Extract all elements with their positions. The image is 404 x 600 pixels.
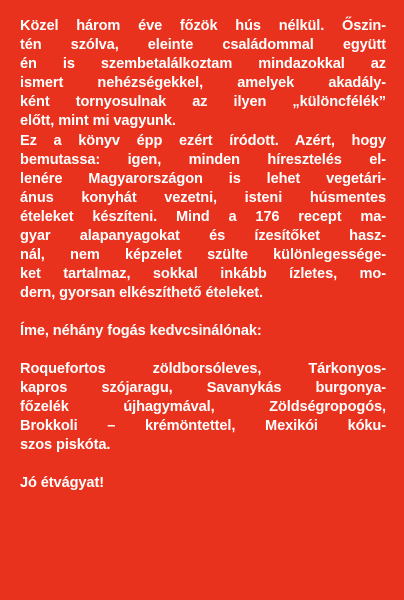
text-line: előtt, mint mi vagyunk. bbox=[20, 113, 176, 129]
text-line: főzelék újhagymával, Zöldségropogós, bbox=[20, 399, 386, 415]
text-line: nál, nem képzelet szülte különlegessége- bbox=[20, 247, 386, 263]
text-line: dern, gyorsan elkészíthető ételeket. bbox=[20, 285, 263, 301]
text-line: Brokkoli – krémöntettel, Mexikói kóku- bbox=[20, 418, 386, 434]
text-line: kapros szójaragu, Savanykás burgonya- bbox=[20, 380, 386, 396]
text-line: ánus konyhát vezetni, isteni húsmentes bbox=[20, 190, 386, 206]
text-line: lenére Magyarországon is lehet vegetári- bbox=[20, 171, 386, 187]
text-line: tén szólva, eleinte családommal együtt bbox=[20, 37, 386, 53]
text-line: Ez a könyv épp ezért íródott. Azért, hogy bbox=[20, 133, 386, 149]
text-line: ismert nehézségekkel, amelyek akadály- bbox=[20, 75, 386, 91]
closing-line bbox=[20, 474, 386, 493]
text-line: ket tartalmaz, sokkal inkább ízletes, mo- bbox=[20, 266, 386, 282]
text-line: gyar alapanyagokat és ízesítőket hasz- bbox=[20, 228, 386, 244]
text-line: Közel három éve főzök hús nélkül. Őszin- bbox=[20, 18, 386, 34]
intro-paragraph bbox=[20, 17, 386, 131]
text-line: ételeket készíteni. Mind a 176 recept ma- bbox=[20, 209, 386, 225]
text-line: Jó étvágyat! bbox=[20, 475, 104, 491]
text-line: bemutassa: igen, minden híresztelés el- bbox=[20, 152, 386, 168]
paragraph-spacer bbox=[20, 455, 386, 474]
teaser-heading bbox=[20, 322, 386, 341]
purpose-paragraph bbox=[20, 132, 386, 303]
paragraph-spacer bbox=[20, 341, 386, 360]
text-line: én is szembetalálkoztam mindazokkal az bbox=[20, 56, 386, 72]
text-line: Íme, néhány fogás kedvcsinálónak: bbox=[20, 323, 262, 339]
text-line: szos piskóta. bbox=[20, 437, 111, 453]
paragraph-spacer bbox=[20, 303, 386, 322]
recipe-list-paragraph bbox=[20, 360, 386, 455]
text-line: ként tornyosulnak az ilyen „különcfélék” bbox=[20, 94, 386, 110]
text-line: Roquefortos zöldborsóleves, Tárkonyos- bbox=[20, 361, 386, 377]
